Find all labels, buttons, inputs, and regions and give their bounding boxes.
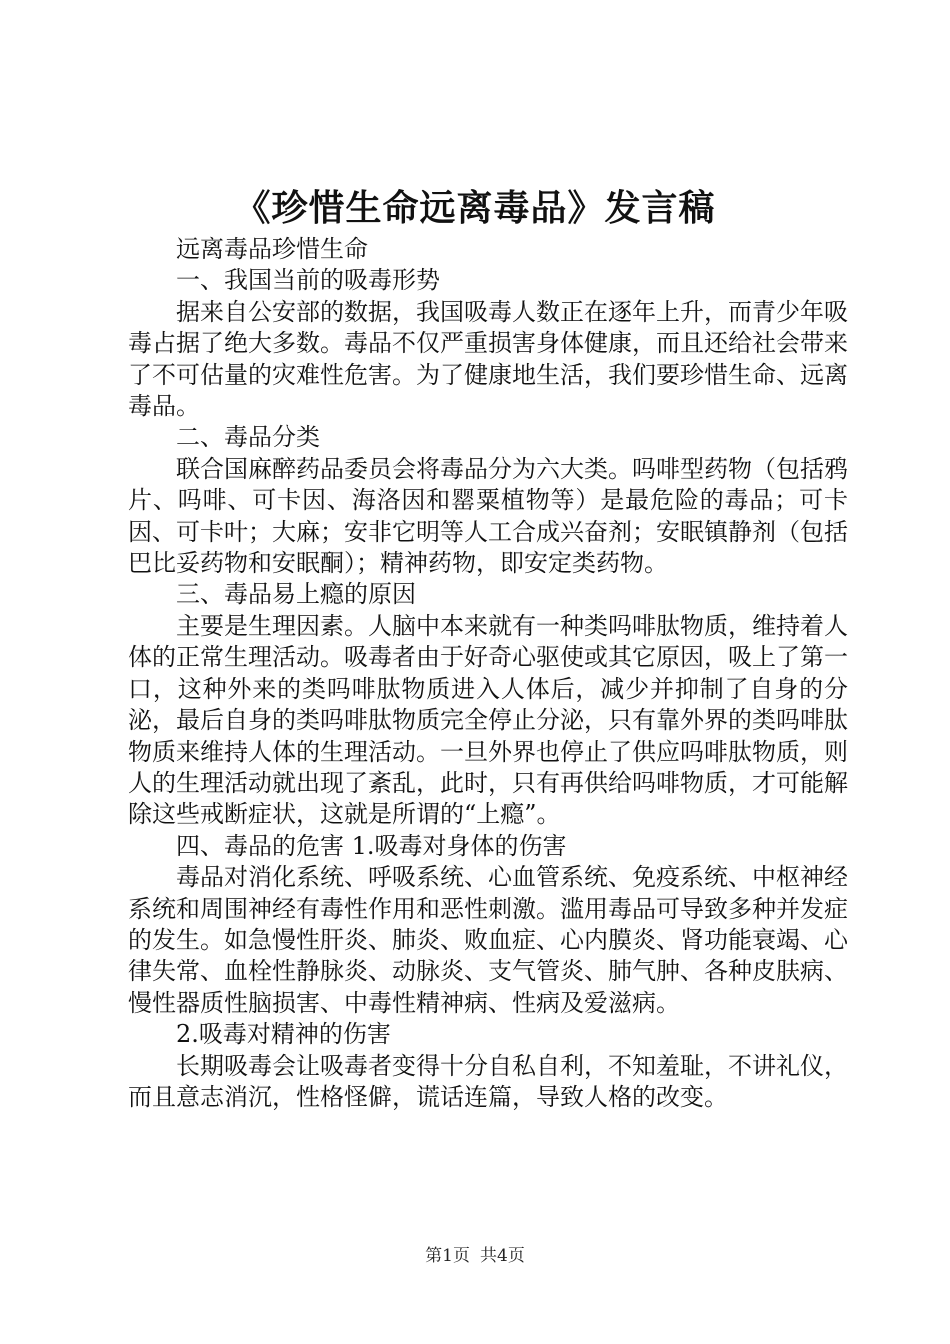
section-heading-3: 三、毒品易上瘾的原因: [176, 580, 416, 609]
body-paragraph-1: 据来自公安部的数据，我国吸毒人数正在逐年上升，而青少年吸毒占据了绝大多数。毒品不仅严重损害身体健康，而且还给社会带来了不可估量的灾难性危害。为了健康地生活，我们要珍惜生命、远离毒品。: [128, 297, 848, 421]
body-paragraph-3: 主要是生理因素。人脑中本来就有一种类吗啡肽物质，维持着人体的正常生理活动。吸毒者由于好奇心驱使或其它原因，吸上了第一口，这种外来的类吗啡肽物质进入人体后，减少并抑制了自身的分泌，最后自身的类吗啡肽物质完全停止分泌，只有靠外界的类吗啡肽物质来维持人体的生理活动。一旦外界也停止了供应吗啡肽物质，则人的生理活动就出现了紊乱，此时，只有再供给吗啡物质，才可能解除这些戒断症状，这就是所谓的“上瘾”。: [128, 611, 848, 829]
body-paragraph-4: 毒品对消化系统、呼吸系统、心血管系统、免疫系统、中枢神经系统和周围神经有毒性作用和恶性刺激。滥用毒品可导致多种并发症的发生。如急慢性肝炎、肺炎、败血症、心内膜炎、肾功能衰竭、心律失常、血栓性静脉炎、动脉炎、支气管炎、肺气肿、各种皮肤病、慢性器质性脑损害、中毒性精神病、性病及爱滋病。: [128, 863, 848, 1017]
page-number: 第1页: [425, 1246, 470, 1266]
body-paragraph-2: 联合国麻醉药品委员会将毒品分为六大类。吗啡型药物（包括鸦片、吗啡、可卡因、海洛因和罂粟植物等）是最危险的毒品；可卡因、可卡叶；大麻；安非它明等人工合成兴奋剂；安眠镇静剂（包括巴比妥药物和安眠酮）；精神药物，即安定类药物。: [128, 454, 848, 578]
page-footer: [0, 1244, 950, 1268]
document-title: 《珍惜生命远离毒品》发言稿: [234, 187, 716, 229]
section-heading-4: 四、毒品的危害 1.吸毒对身体的伤害: [176, 831, 567, 860]
subtitle-paragraph: 远离毒品珍惜生命: [176, 235, 368, 263]
document-body: [128, 234, 848, 1113]
page-total: 共4页: [480, 1246, 525, 1266]
body-paragraph-5: 长期吸毒会让吸毒者变得十分自私自利，不知羞耻，不讲礼仪，而且意志消沉，性格怪僻，谎话连篇，导致人格的改变。: [128, 1051, 848, 1111]
section-heading-1: 一、我国当前的吸毒形势: [176, 266, 440, 295]
subsection-heading-2: 2.吸毒对精神的伤害: [176, 1020, 391, 1049]
section-heading-2: 二、毒品分类: [176, 423, 320, 452]
